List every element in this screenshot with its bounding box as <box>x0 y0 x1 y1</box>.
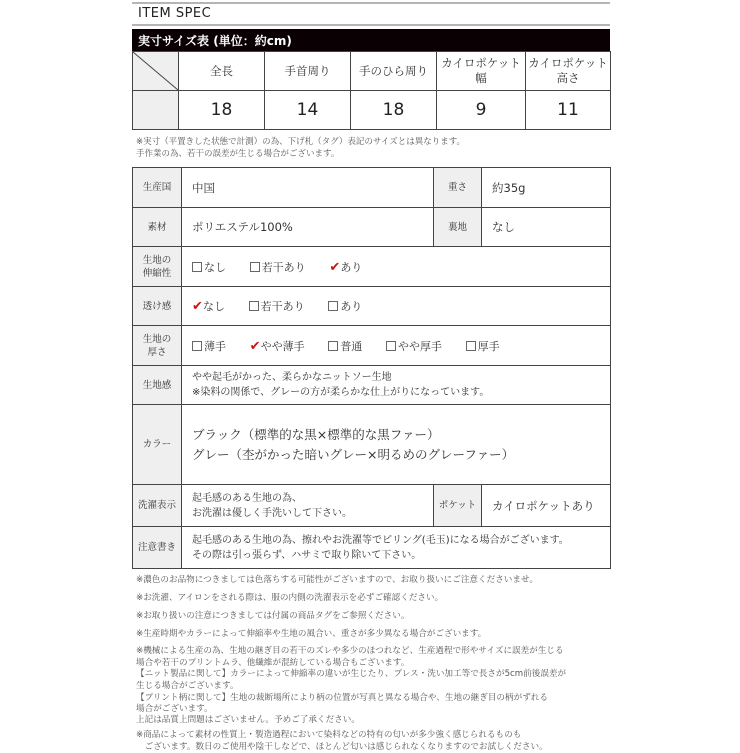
label-texture: 生地感 <box>133 366 182 405</box>
value-color: ブラック（標準的な黒×標準的な黒ファー） グレー（杢がかった暗いグレー×明るめのグレーファー） <box>182 405 611 485</box>
option-sheer-none: ✔なし <box>192 299 225 314</box>
option-thick: 厚手 <box>466 338 500 354</box>
footnote: ※濃色のお品物につきましては色落ちする可能性がございますので、お取り扱いにご注意くださいませ。 <box>136 575 538 585</box>
row-label-cell <box>133 91 179 130</box>
spec-row-washing <box>133 485 611 527</box>
thickness-options <box>182 326 611 366</box>
label-sheer: 透け感 <box>133 287 182 326</box>
spec-table <box>132 167 611 569</box>
value-pocket: カイロポケットあり <box>482 485 611 527</box>
value-material: ポリエステル100% <box>182 208 434 247</box>
value-caution: 起毛感のある生地の為、擦れやお洗濯等でピリング(毛玉)になる場合がございます。 その際は引っ張らず、ハサミで取り除いて下さい。 <box>182 527 611 569</box>
checkbox-empty-icon <box>328 301 338 311</box>
footnote: ございます。数日のご使用や陰干しなどで、ほとんど匂いは感じられなくなりますのでお試しください。 <box>136 742 548 752</box>
title-bar <box>132 2 610 26</box>
size-value: 18 <box>179 91 265 130</box>
label-washing: 洗濯表示 <box>133 485 182 527</box>
size-value-row <box>133 91 611 130</box>
diagonal-line-icon <box>133 52 178 90</box>
value-texture: やや起毛がかった、柔らかなニットソー生地 ※染料の関係で、グレーの方が柔らかな仕上がりになっています。 <box>182 366 611 405</box>
checkbox-empty-icon <box>466 341 476 351</box>
label-origin: 生産国 <box>133 168 182 208</box>
checkmark-icon: ✔ <box>192 299 203 314</box>
size-col-header: 全長 <box>179 52 265 91</box>
footnote: 【プリント柄に関して】生地の裁断場所により柄の位置が写真と異なる場合や、生地の継ぎ目の柄がずれる <box>136 693 548 703</box>
footnote: 生じる場合がございます。 <box>136 681 239 691</box>
option-stretch-slight: 若干あり <box>250 259 306 275</box>
label-weight: 重さ <box>434 168 482 208</box>
checkbox-empty-icon <box>250 262 260 272</box>
spec-row-material <box>133 208 611 247</box>
spec-row-sheer <box>133 287 611 326</box>
spec-row-color <box>133 405 611 485</box>
size-table <box>132 51 611 130</box>
footnote: 【ニット製品に関して】カラーによって伸縮率の違いが生じたり、プレス・洗い加工等で長さが5cm前後誤差が <box>136 669 567 679</box>
size-table-heading <box>132 29 610 51</box>
size-value: 18 <box>351 91 437 130</box>
option-stretch-none: なし <box>192 259 226 275</box>
footnote: 場合や若干のプリントムラ、他繊維が混紡している場合もございます。 <box>136 658 410 668</box>
option-sheer-yes: あり <box>328 298 362 314</box>
checkbox-empty-icon <box>192 341 202 351</box>
footnote: ※機械による生産の為、生地の継ぎ目の若干のズレや多少のほつれなど、生産過程で形やサイズに誤差が生じる <box>136 646 564 656</box>
size-value: 14 <box>265 91 351 130</box>
spec-row-thickness <box>133 326 611 366</box>
label-color: カラー <box>133 405 182 485</box>
footnote: ※お洗濯、アイロンをされる際は、服の内側の洗濯表示を必ずご確認ください。 <box>136 593 444 603</box>
footnote: 場合がございます。 <box>136 704 213 714</box>
label-stretch: 生地の 伸縮性 <box>133 247 182 287</box>
size-col-header: カイロポケット 高さ <box>526 52 611 91</box>
spec-row-origin <box>133 168 611 208</box>
option-normal: 普通 <box>328 338 362 354</box>
footnote: 上記は品質上問題はございません。予めご了承ください。 <box>136 715 360 725</box>
checkbox-empty-icon <box>386 341 396 351</box>
value-washing: 起毛感のある生地の為、 お洗濯は優しく手洗いして下さい。 <box>182 485 434 527</box>
label-thickness: 生地の 厚さ <box>133 326 182 366</box>
size-value: 9 <box>437 91 526 130</box>
checkbox-empty-icon <box>328 341 338 351</box>
size-col-header: 手首周り <box>265 52 351 91</box>
label-pocket: ポケット <box>434 485 482 527</box>
corner-cell <box>133 52 179 91</box>
spec-row-stretch <box>133 247 611 287</box>
option-sheer-slight: 若干あり <box>249 298 305 314</box>
option-thin: 薄手 <box>192 338 226 354</box>
footnote: ※商品によって素材の性質上・製造過程において染料などの特有の匂いが多少強く感じられるものも <box>136 730 522 740</box>
footnote: ※生産時期やカラーによって伸縮率や生地の風合い、重さが多少異なる場合がございます。 <box>136 629 487 639</box>
checkmark-icon: ✔ <box>249 338 261 354</box>
option-slightly-thick: やや厚手 <box>386 338 442 354</box>
label-lining: 裏地 <box>434 208 482 247</box>
sheer-options <box>182 287 611 326</box>
size-col-header: カイロポケット 幅 <box>437 52 526 91</box>
spec-row-caution <box>133 527 611 569</box>
size-note: 手作業の為、若干の誤差が生じる場合がございます。 <box>136 149 340 159</box>
size-note: ※実寸（平置きした状態で計測）の為、下げ札（タグ）表記のサイズとは異なります。 <box>136 137 466 147</box>
spec-row-texture <box>133 366 611 405</box>
checkmark-icon: ✔ <box>329 259 341 275</box>
label-caution: 注意書き <box>133 527 182 569</box>
size-col-header: 手のひら周り <box>351 52 437 91</box>
checkbox-empty-icon <box>249 301 259 311</box>
option-slightly-thin: ✔やや薄手 <box>249 338 305 354</box>
value-origin: 中国 <box>182 168 434 208</box>
size-table-heading-text: 実寸サイズ表 (単位：約cm) <box>138 34 292 48</box>
stretch-options <box>182 247 611 287</box>
value-lining: なし <box>482 208 611 247</box>
footnote: ※お取り扱いの注意につきましては付属の商品タグをご参照ください。 <box>136 611 410 621</box>
size-header-row <box>133 52 611 91</box>
label-material: 素材 <box>133 208 182 247</box>
option-stretch-yes: ✔あり <box>329 259 363 275</box>
checkbox-empty-icon <box>192 262 202 272</box>
page-title: ITEM SPEC <box>138 6 212 21</box>
value-weight: 約35g <box>482 168 611 208</box>
size-value: 11 <box>526 91 611 130</box>
